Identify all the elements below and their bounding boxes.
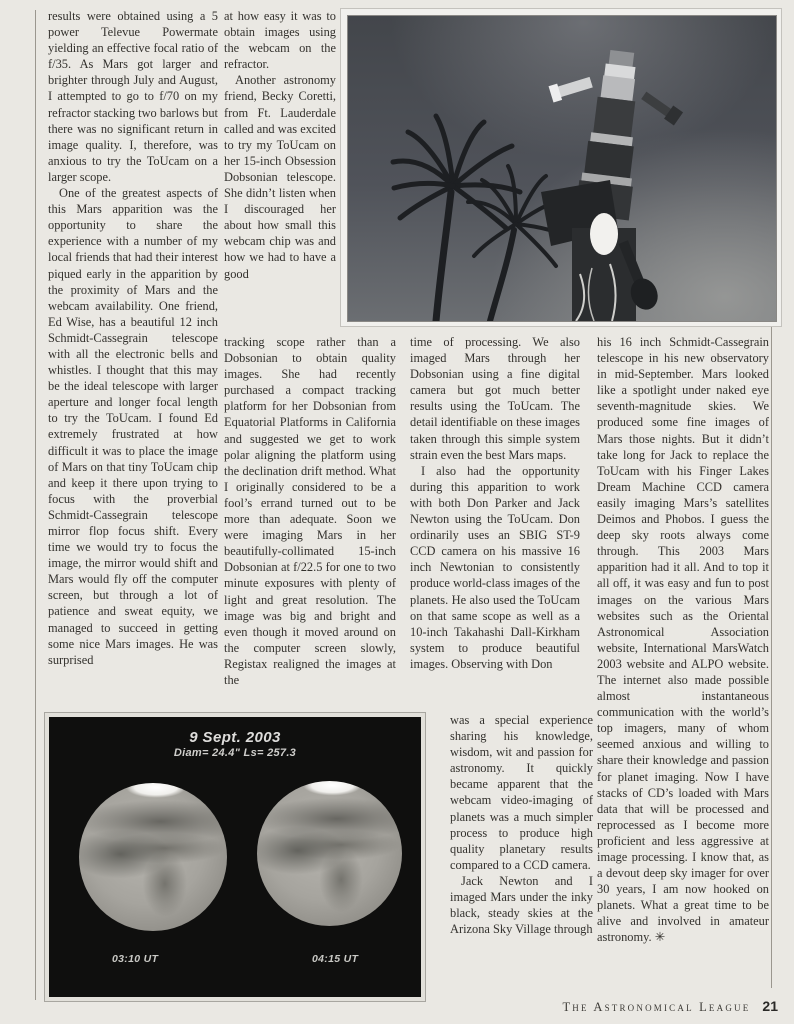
paragraph: One of the greatest aspects of this Mars apparition was the opportunity to share the experience with a number of my local friends that had their interest piqued early in the apparition by the proximity of Mars and the webcam availability. One friend, Ed Wise, has a beautiful 12 inch Schmidt-Cassegrain telescope with all the electronic bells and whistles. I thought that this may be the ideal telescope with larger aperture and longer focal length to try the ToUcam. I found Ed extremely frustrated at how difficult it was to place the image of Mars on that tiny ToUcam chip and keep it there upon trying to focus with the proverbial Schmidt-Cassegrain telescope mirror flop focus shift. Every time we would try to focus the image, the mirror would shift and Mars would fly off the computer screen, but through a lot of patience and sweat equity, we managed to succeed in getting some nice Mars images. He was surprised — [48, 186, 218, 667]
telescope-photo — [340, 8, 782, 327]
text-column-3-narrow — [450, 712, 593, 1008]
mars-figure-parameters: Diam= 24.4" Ls= 257.3 — [173, 747, 297, 759]
paragraph: at how easy it was to obtain images using the webcam on the refractor. — [224, 9, 336, 72]
text-column-2-top — [224, 8, 336, 334]
paragraph: Jack Newton and I imaged Mars under the inky black, steady skies at the Arizona Sky Village through — [450, 873, 593, 937]
mars-time-right: 04:15 UT — [312, 953, 359, 965]
mars-observation-figure — [45, 713, 425, 1001]
paragraph: was a special experience sharing his knowledge, wisdom, wit and passion for astronomy. It quickly became apparent that the webcam video-imaging of planets was a much simpler process to produce high quality planetary results compared to a CCD camera. — [450, 713, 593, 872]
text-column-4 — [597, 334, 769, 1002]
paragraph: Another astronomy friend, Becky Coretti, from Ft. Lauderdale called and was excited to try my ToUcam on her 15-inch Obsession Dobsonian telescope. She didn’t listen when I discouraged her about how small this webcam chip was and how we had to have a good — [224, 73, 336, 281]
left-page-rule — [35, 10, 36, 1000]
mars-time-left: 03:10 UT — [112, 953, 159, 965]
page-footer — [562, 998, 778, 1016]
telescope-photo-illustration — [347, 15, 777, 322]
mars-disk-image-left — [79, 783, 227, 931]
text-column-2-bottom — [224, 334, 396, 708]
paragraph: time of processing. We also imaged Mars through her Dobsonian using a fine digital camera but got much better results using the ToUcam. The detail identifiable on these images taken through this simple system strain even the best Mars maps. — [410, 335, 580, 462]
paragraph: results were obtained using a 5 power Televue Powermate yielding an effective focal ratio of f/35. As Mars got larger and brighter through July and August, I attempted to go to f/70 on my refractor stacking two barlows but there was no significant return in image quality. I, therefore, was anxious to try the ToUcam on a larger scope. — [48, 9, 218, 184]
paragraph: his 16 inch Schmidt-Cassegrain telescope in his new observatory in mid-September. Mars looked like a spotlight under naked eye seventh-magnitude skies. We produced some fine images of Mars those nights. But it didn’t take long for Jack to replace the ToUcam with his Finger Lakes Dream Machine CCD camera easily imaging Mars’s satellites Deimos and Phobos. I guess the deep sky roots always come through. This 2003 Mars apparition had it all. And to top it all off, it was easy and fun to post images on the various Mars websites such as the Oriental Astronomical Association website, International MarsWatch 2003 website and ALPO website. The internet also made possible almost instantaneous communication with the world’s top imagers, many of whom seemed anxious and willing to share their knowledge and passion for planet imaging. Now I have stacks of CD’s loaded with Mars data that will be processed and reprocessed as I become more proficient and less aggressive at image processing. I know that, as a devout deep sky imager for over 30 years, I am now hooked on planets. What a great time to be alive and involved in amateur astronomy. ✳ — [597, 335, 769, 945]
text-column-3-top — [410, 334, 580, 708]
publication-name: The Astronomical League — [562, 1000, 751, 1014]
paragraph: I also had the opportunity during this apparition to work with both Don Parker and Jack Newton using the ToUcam. Don ordinarily uses an SBIG ST-9 CCD camera on his massive 16 inch Newtonian to consistently produce world-class images of the planets. He also used the ToUcam on that same scope as well as a 10-inch Takahashi Dall-Kirkham system to produce beautiful images. Observing with Don — [410, 463, 580, 671]
mars-figure-date: 9 Sept. 2003 — [189, 729, 281, 746]
paragraph: tracking scope rather than a Dobsonian to obtain quality images. She had recently purchased a compact tracking platform for her Dobsonian from Equatorial Platforms in California and suggested we get to work polar aligning the platform using the declination drift method. What I originally considered to be a fool’s errand turned out to be more than adequate. Soon we were imaging Mars in her beautifully-collimated 15-inch Dobsonian at f/22.5 for one to two minute exposures with plenty of light and great resolution. The image was big and bright and even though it moved around on the computer screen slowly, Registax realigned the images at the — [224, 335, 396, 687]
text-column-1 — [48, 8, 218, 704]
page-number: 21 — [762, 998, 778, 1014]
mars-disk-image-right — [257, 781, 402, 926]
